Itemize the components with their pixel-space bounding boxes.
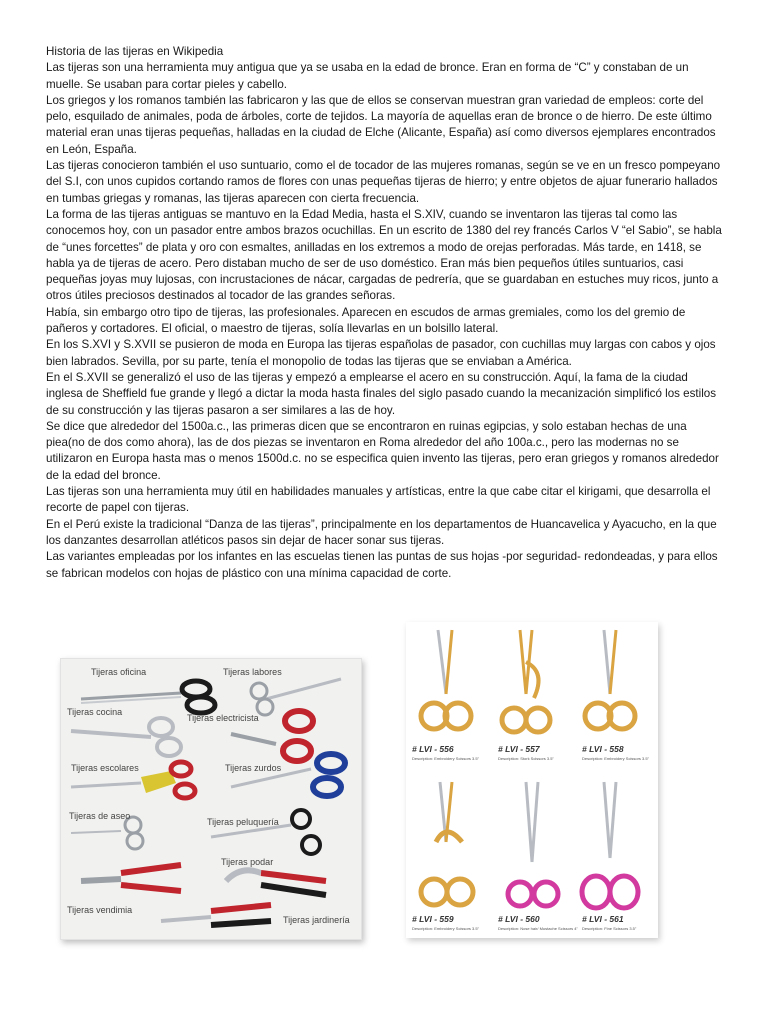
scissors-types-illustration	[61, 659, 361, 939]
label-grape-harvest-scissors: Tijeras vendimia	[67, 905, 133, 915]
kitchen-scissors-icon	[71, 718, 181, 756]
embroidery-scissors-illustration	[406, 622, 658, 938]
label-left-handed-scissors: Tijeras zurdos	[225, 763, 282, 773]
article-body	[46, 44, 726, 582]
rooster-scissors-icon	[421, 782, 473, 905]
product-code: # LVI - 558	[582, 744, 624, 754]
article-title: Historia de las tijeras en Wikipedia	[46, 45, 224, 58]
product-description: Description: Stork Scissors 3.5"	[498, 756, 554, 761]
article-paragraph: Las tijeras conocieron también el uso suntuario, como el de tocador de las mujeres romanas, según se ve en un fresco pompeyano del S.I, con unos cupidos cortando ramos de flores con unas pequeñas tijeras de hierro; y entre objetos de ajuar funerario hallados en tumbas griegas y romanas, las tijeras aparecen con cierta frecuencia.	[46, 159, 721, 205]
label-grooming-scissors: Tijeras de aseo	[69, 811, 131, 821]
label-pruning-shears: Tijeras podar	[221, 857, 274, 867]
label-hairdressing-scissors: Tijeras peluquería	[207, 817, 279, 827]
product-code: # LVI - 559	[412, 914, 454, 924]
scissors-types-figure	[60, 658, 362, 940]
stork-scissors-icon	[502, 630, 550, 732]
product-description: Description: Embroidery Scissors 3.5"	[412, 756, 479, 761]
grooming-scissors-icon	[71, 817, 143, 849]
pruning-shears-icon	[226, 870, 326, 895]
grape-harvest-scissors-icon	[81, 865, 181, 891]
article-paragraph: Las variantes empleadas por los infantes en las escuelas tienen las puntas de sus hojas -por seguridad- redondeadas, y para ellos se fabrican modelos con hojas de plástico con una mínima capacidad de corte.	[46, 550, 718, 580]
label-office-scissors: Tijeras oficina	[91, 667, 147, 677]
label-sewing-scissors: Tijeras labores	[223, 667, 282, 677]
article-paragraph: Las tijeras son una herramienta muy útil en habilidades manuales y artísticas, entre la que cabe citar el kirigami, que desarrolla el recorte de papel con tijeras.	[46, 485, 711, 515]
fine-scissors-icon	[582, 782, 638, 908]
article-paragraph: Las tijeras son una herramienta muy antigua que ya se usaba en la edad de bronce. Eran en forma de “C” y constaban de un muelle. Se usaban para cortar pieles y cabello.	[46, 61, 689, 91]
label-electrician-scissors: Tijeras electricista	[187, 713, 259, 723]
product-code: # LVI - 556	[412, 744, 454, 754]
article-paragraph: La forma de las tijeras antiguas se mantuvo en la Edad Media, hasta el S.XIV, cuando se inventaron las tijeras tal como las conocemos hoy, con un pasador entre ambos brazos ocuchillas. En un escrito de 1380 del rey francés Carlos V “el Sabio”, se habla de “unes forcettes” de plata y oro con esmaltes, anilladas en los extremos a modo de orejas perforadas. Más tarde, en 1418, se habla ya de tijeras de acero. Pero distaban mucho de ser de uso doméstico. Eran más bien pequeños útiles suntuarios, casi pequeñas joyas muy lujosas, con incrustaciones de nácar, cargadas de pedrería, que se guardaban en estuches muy ricos, junto a otros útiles preciosos destinados al tocador de las grandes señoras.	[46, 207, 722, 303]
article-paragraph: En el Perú existe la tradicional “Danza de las tijeras”, principalmente en los departamentos de Huancavelica y Ayacucho, en la que los danzantes desarrollan atléticos pasos sin dejar de hacer sonar sus tijeras.	[46, 517, 717, 547]
gold-embroidery-scissors-icon	[421, 630, 471, 729]
gold-embroidery-scissors-icon	[585, 630, 635, 729]
product-code: # LVI - 557	[498, 744, 540, 754]
product-description: Description: Nose hair/ Mustache Scissors 4"	[498, 926, 578, 931]
product-description: Description: Embroidery Scissors 3.5"	[582, 756, 649, 761]
article-paragraph: En el S.XVII se generalizó el uso de las tijeras y empezó a emplearse el acero en su construcción. Aquí, la fama de la ciudad inglesa de Sheffield fue grande y llegó a dictar la moda hasta finales del siglo pasado cuando la mecanización simplificó los estilos de su construcción y las tijeras pasaron a ser similares a las de hoy.	[46, 370, 717, 417]
article-paragraph: Los griegos y los romanos también las fabricaron y las que de ellos se conservan muestran gran variedad de empleos: corte del pelo, esquilado de animales, poda de árboles, corte de tejidos. La mayoría de aquellas eran de bronce o de hierro. De este último material eran unas tijeras pequeñas, halladas en la ciudad de Elche (Alicante, España) así como diversos ejemplares encontrados en León, España.	[46, 93, 716, 156]
product-description: Description: Embroidery Scissors 3.5"	[412, 926, 479, 931]
article-paragraph: Había, sin embargo otro tipo de tijeras, las profesionales. Aparecen en escudos de armas gremiales, como los del gremio de pañeros y cortadores. El oficial, o maestro de tijeras, solía llevarlas en un bolsillo lateral.	[46, 305, 686, 336]
mustache-scissors-icon	[508, 782, 558, 906]
product-code: # LVI - 561	[582, 914, 624, 924]
label-school-scissors: Tijeras escolares	[71, 763, 139, 773]
embroidery-scissors-catalog	[406, 622, 658, 938]
label-kitchen-scissors: Tijeras cocina	[67, 707, 123, 717]
product-code: # LVI - 560	[498, 914, 540, 924]
product-description: Description: Fine Scissors 3.5"	[582, 926, 637, 931]
label-garden-shears: Tijeras jardinería	[283, 915, 350, 925]
article-paragraph: En los S.XVI y S.XVII se pusieron de moda en Europa las tijeras españolas de pasador, con cuchillas muy largas con cabos y ojos bien labrados. Sevilla, por su parte, tenía el monopolio de todas las tijeras que se enviaban a América.	[46, 338, 716, 368]
garden-shears-icon	[161, 905, 271, 925]
article-paragraph: Se dice que alrededor del 1500a.c., las primeras dicen que se encontraron en ruinas egipcias, y solo estaban hechas de una piea(no de dos como ahora), las de dos piezas se inventaron en Roma alrededor del año 100a.c., pero las modernas no se utilizaron en Europa hasta mas o menos 1500d.c. no se especifica quien invento las tijeras, pero eran griegos y romanos alrededor de la edad del bronce.	[46, 419, 719, 482]
